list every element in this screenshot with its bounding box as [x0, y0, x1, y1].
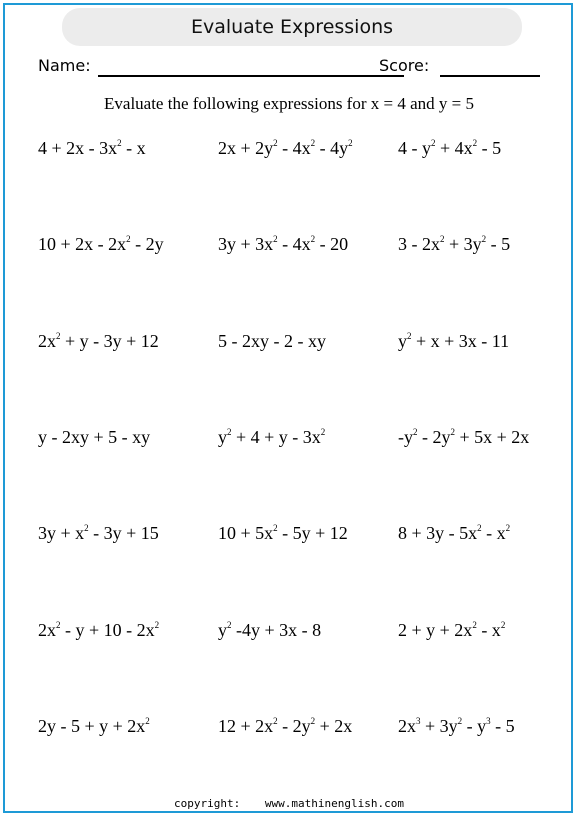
expression-item: $y^2$ -4y + 3x - 8 [218, 620, 322, 640]
score-label: Score: [379, 56, 430, 75]
expression-item: 5 - 2xy - 2 - xy [218, 331, 326, 351]
expression-item: $2 + y + 2x^2 - x^2$ [398, 620, 506, 640]
copyright-label: copyright: [174, 797, 241, 810]
website-link[interactable]: www.mathinenglish.com [264, 797, 404, 810]
expression-item: $12 + 2x^2 - 2y^2 + 2x$ [218, 716, 353, 736]
expression-item: $8 + 3y - 5x^2 - x^2$ [398, 523, 511, 543]
expression-item: $10 + 5x^2 - 5y + 12$ [218, 523, 348, 543]
expression-item: $y^2 + x + 3x - 11$ [398, 331, 510, 351]
expression-item: $y^2 + 4 + y - 3x^2$ [218, 427, 326, 447]
expression-item: $2x^2 - y + 10 - 2x^2$ [38, 620, 160, 640]
expression-item: $2x^2 + y - 3y + 12$ [38, 331, 159, 351]
expression-item: $4 - y^2 + 4x^2 - 5$ [398, 138, 502, 158]
name-label: Name: [38, 56, 91, 75]
expression-item: $2y - 5 + y + 2x^2$ [38, 716, 150, 736]
expression-item: $-y^2 - 2y^2 + 5x + 2x$ [398, 427, 530, 447]
expression-item: $3 - 2x^2 + 3y^2 - 5$ [398, 234, 511, 254]
expression-item: $2x^3 + 3y^2 - y^3 - 5$ [398, 716, 515, 736]
expression-item: $2x + 2y^2 - 4x^2 - 4y^2$ [218, 138, 353, 158]
instructions: Evaluate the following expressions for x = 4 and y = 5 [104, 94, 474, 113]
expression-item: $3y + 3x^2 - 4x^2 - 20$ [218, 234, 349, 254]
expression-item: $4 + 2x - 3x^2 - x$ [38, 138, 146, 158]
expression-item: y - 2xy + 5 - xy [38, 427, 151, 447]
worksheet-title: Evaluate Expressions [62, 8, 522, 46]
footer [0, 797, 578, 810]
expression-item: $3y + x^2 - 3y + 15$ [38, 523, 159, 543]
expression-item: $10 + 2x - 2x^2 - 2y$ [38, 234, 164, 254]
